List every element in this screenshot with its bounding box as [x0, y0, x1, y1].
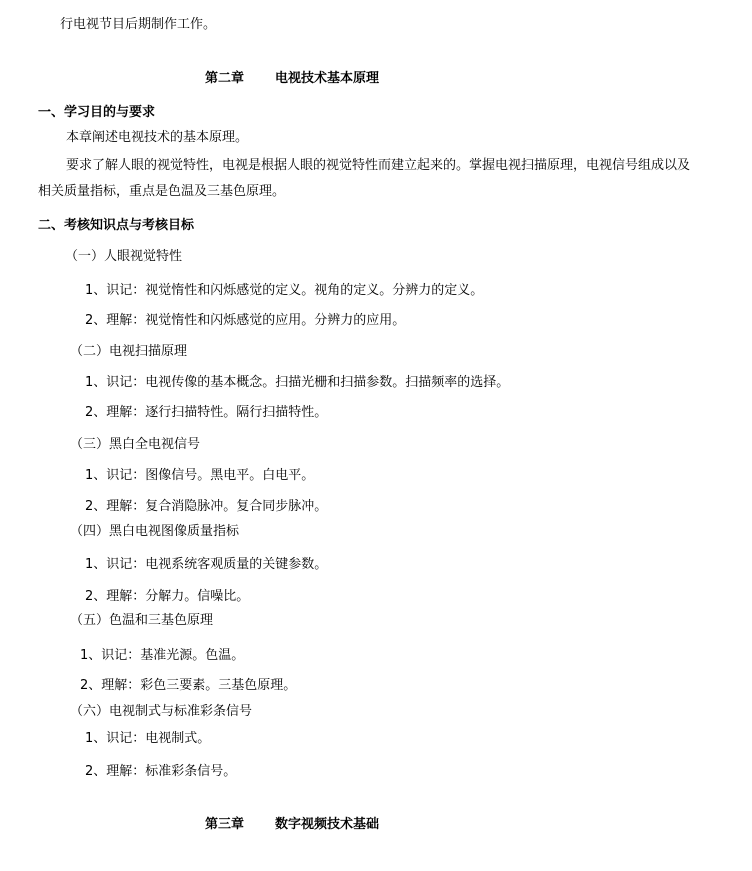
subsection-2-heading: （二）电视扫描原理 — [70, 344, 188, 359]
subsection-3-item-1: 1、识记：图像信号。黑电平。白电平。 — [85, 468, 315, 483]
chapter-2-title: 电视技术基本原理 — [275, 71, 380, 86]
paragraph-2-line-2: 相关质量指标，重点是色温及三基色原理。 — [38, 184, 286, 199]
chapter-2-number: 第二章 — [205, 71, 245, 86]
subsection-2-item-2: 2、理解：逐行扫描特性。隔行扫描特性。 — [85, 405, 328, 420]
chapter-3-number: 第三章 — [205, 817, 245, 832]
subsection-5-heading: （五）色温和三基色原理 — [70, 613, 214, 628]
section-1-heading: 一、学习目的与要求 — [38, 105, 156, 120]
subsection-4-item-1: 1、识记：电视系统客观质量的关键参数。 — [85, 557, 328, 572]
subsection-6-item-2: 2、理解：标准彩条信号。 — [85, 764, 237, 779]
subsection-6-item-1: 1、识记：电视制式。 — [85, 731, 211, 746]
subsection-4-item-2: 2、理解：分解力。信噪比。 — [85, 589, 250, 604]
chapter-3-title: 数字视频技术基础 — [275, 817, 380, 832]
subsection-5-item-1: 1、识记：基准光源。色温。 — [80, 648, 245, 663]
subsection-3-heading: （三）黑白全电视信号 — [70, 437, 201, 452]
subsection-6-heading: （六）电视制式与标准彩条信号 — [70, 704, 253, 719]
chapter-2-heading — [205, 70, 379, 88]
paragraph-2-line-1: 要求了解人眼的视觉特性，电视是根据人眼的视觉特性而建立起来的。掌握电视扫描原理，电视信号组成以及 — [66, 158, 691, 173]
subsection-1-heading: （一）人眼视觉特性 — [65, 249, 183, 264]
subsection-3-item-2: 2、理解：复合消隐脉冲。复合同步脉冲。 — [85, 499, 328, 514]
paragraph-1: 本章阐述电视技术的基本原理。 — [66, 130, 249, 145]
subsection-5-item-2: 2、理解：彩色三要素。三基色原理。 — [80, 678, 297, 693]
subsection-1-item-1: 1、识记：视觉惰性和闪烁感觉的定义。视角的定义。分辨力的定义。 — [85, 283, 484, 298]
chapter-3-heading — [205, 816, 379, 834]
section-2-heading: 二、考核知识点与考核目标 — [38, 218, 195, 233]
subsection-2-item-1: 1、识记：电视传像的基本概念。扫描光栅和扫描参数。扫描频率的选择。 — [85, 375, 510, 390]
subsection-1-item-2: 2、理解：视觉惰性和闪烁感觉的应用。分辨力的应用。 — [85, 313, 406, 328]
subsection-4-heading: （四）黑白电视图像质量指标 — [70, 524, 240, 539]
intro-line: 行电视节目后期制作工作。 — [60, 17, 217, 32]
